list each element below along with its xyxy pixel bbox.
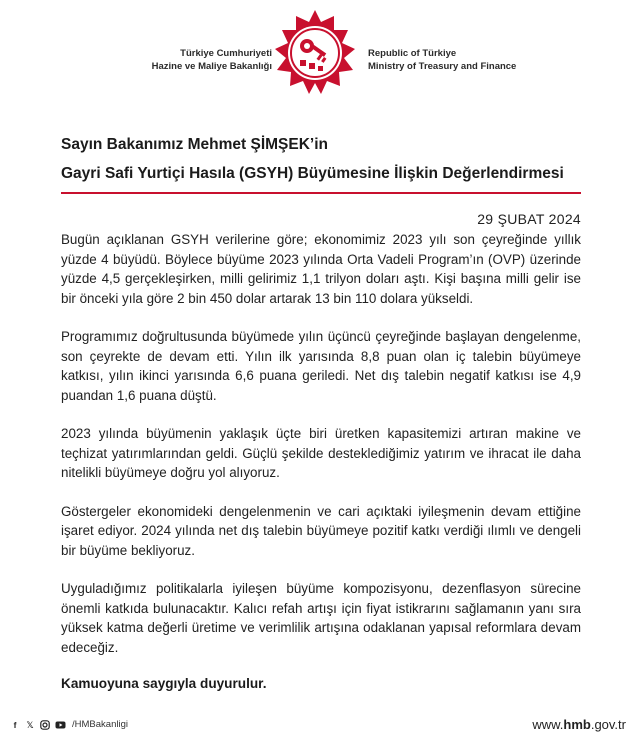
document-date: 29 ŞUBAT 2024 (477, 211, 581, 227)
x-icon[interactable]: 𝕏 (26, 719, 34, 730)
paragraph-2: Programımız doğrultusunda büyümede yılın üçüncü çeyreğinde başlayan dengelenme, son çeyrekte de devam etti. Yılın ilk yarısında 8,8 puan olan iç talebin büyümeye katkısı, yılın ikinci yarısında 6,6 puana geriledi. Net dış talebin negatif katkısı ise 4,9 puandan 1,6 puana düştü. (61, 329, 581, 403)
paragraph-5: Uyguladığımız politikalarla iyileşen büyüme kompozisyonu, dezenflasyon sürecine önemli katkıda bulunacaktır. Kalıcı refah artışı için fiyat istikrarını sağlamanın yanı sıra yüksek katma değerli üretime ve verimlilik artışına odaklanan yapısal reformlara devam edeceğiz. (61, 581, 581, 655)
ministry-tr-line2: Hazine ve Maliye Bakanlığı (151, 61, 272, 72)
ministry-tr-line1: Türkiye Cumhuriyeti (180, 48, 272, 59)
document-body (61, 130, 581, 691)
ministry-name-tr (152, 47, 272, 73)
social-handle: /HMBakanligi (72, 719, 128, 730)
youtube-icon[interactable] (55, 720, 65, 730)
header (0, 8, 640, 108)
ministry-en-line1: Republic of Türkiye (368, 48, 457, 59)
footer (0, 708, 640, 739)
website-suffix: .gov.tr (590, 717, 626, 732)
ministry-emblem-icon (270, 8, 360, 98)
instagram-icon[interactable] (40, 720, 50, 730)
paragraph-3: 2023 yılında büyümenin yaklaşık üçte biri üretken kapasitemizi artıran makine ve teçhizat yatırımlarından geldi. Güçlü şekilde desteklediğimiz yatırım ve ihracat ile daha nitelikli büyümeye doğru yol alıyoruz. (61, 426, 581, 480)
website-link[interactable] (532, 717, 626, 732)
heading-line-2: Gayri Safi Yurtiçi Hasıla (GSYH) Büyümesine İlişkin Değerlendirmesi (61, 165, 564, 182)
social-links (10, 719, 128, 730)
paragraph-1: Bugün açıklanan GSYH verilerine göre; ekonomimiz 2023 yılı son çeyreğinde yıllık yüzde 4 büyüdü. Böylece büyüme 2023 yılında Orta Vadeli Program’ın (OVP) üzerinde yüzde 4,5 gerçekleşirken, milli gelirimiz 1,1 trilyon doları aştı. Kişi başına milli gelir ise bir önceki yıla göre 2 bin 450 dolar artarak 13 bin 110 dolara yükseldi. (61, 232, 581, 306)
heading-divider (61, 192, 581, 194)
ministry-en-line2: Ministry of Treasury and Finance (368, 61, 517, 72)
website-prefix: www. (532, 717, 564, 732)
closing-statement: Kamuoyuna saygıyla duyurulur. (61, 676, 267, 691)
website-domain: hmb (563, 717, 591, 732)
heading-line-1: Sayın Bakanımız Mehmet ŞİMŞEK’in (61, 136, 329, 153)
ministry-name-en (368, 47, 516, 73)
facebook-icon[interactable]: f (13, 719, 17, 730)
document-heading (61, 130, 581, 188)
paragraph-4: Göstergeler ekonomideki dengelenmenin ve cari açıktaki iyileşmenin devam ettiğine işaret ediyor. 2024 yılında net dış talebin büyümeye pozitif katkı verdiği ılımlı ve dengeli bir büyüme bekliyoruz. (61, 503, 581, 558)
